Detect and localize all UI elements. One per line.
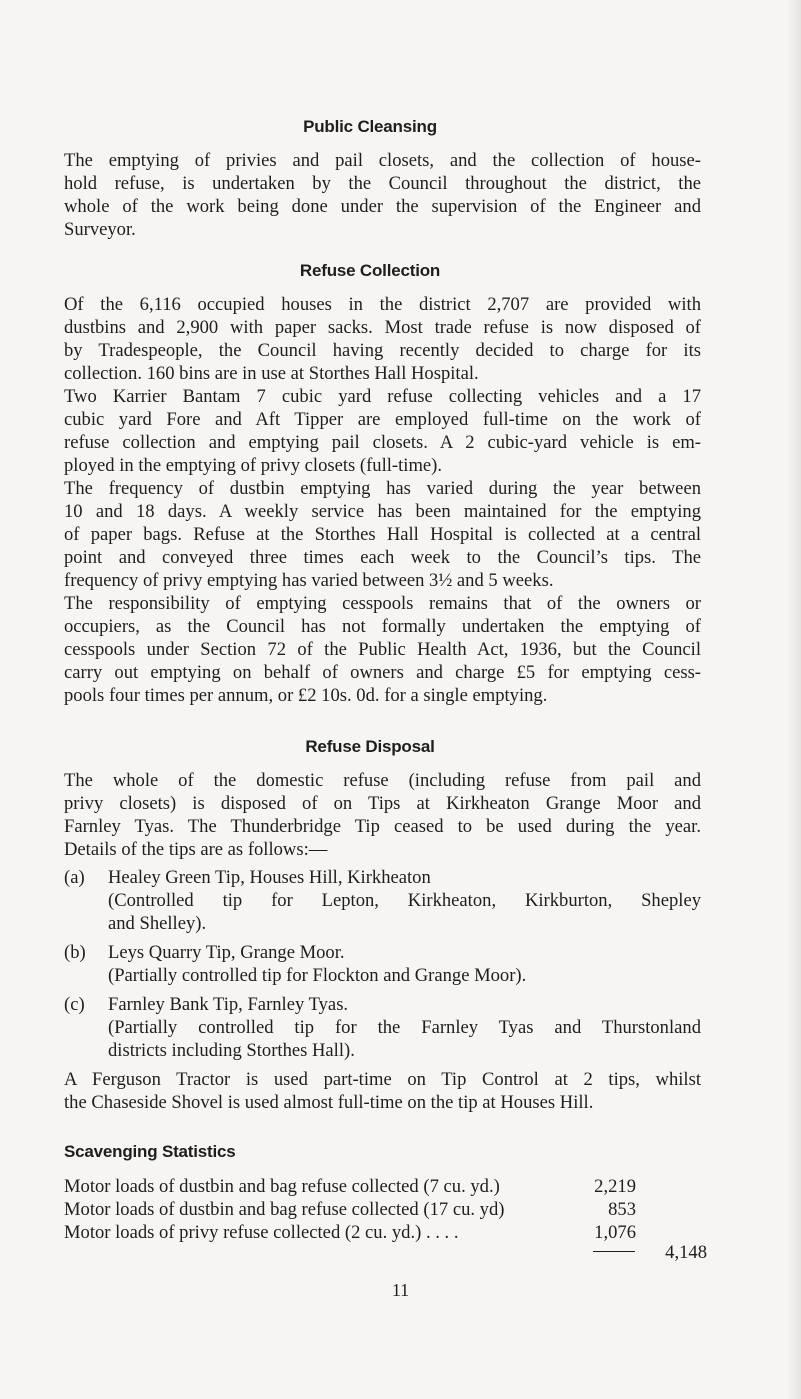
public-cleansing-paragraph [64, 149, 701, 241]
text-line: collection. 160 bins are in use at Storthes Hall Hospital. [64, 363, 479, 384]
text-line: Two Karrier Bantam 7 cubic yard refuse collecting vehicles and a 17 [64, 386, 701, 407]
text-line: Leys Quarry Tip, Grange Moor. [108, 942, 345, 963]
text-line: point and conveyed three times each week to the Council’s tips. The [64, 547, 701, 568]
stat-total-value: 4,148 [665, 1242, 707, 1263]
stat-row-value: 1,076 [594, 1222, 636, 1243]
text-line: cubic yard Fore and Aft Tipper are employed full-time on the work of [64, 409, 701, 430]
stat-row-label: Motor loads of privy refuse collected (2 cu. yd.) . . . . [64, 1222, 459, 1243]
text-line: pools four times per annum, or £2 10s. 0d. for a single emptying. [64, 685, 548, 706]
stat-row-label: Motor loads of dustbin and bag refuse collected (17 cu. yd) [64, 1199, 505, 1220]
text-line: cesspools under Section 72 of the Public Health Act, 1936, but the Council [64, 639, 701, 660]
scavenging-statistics-heading: Scavenging Statistics [64, 1142, 236, 1161]
item-label: (c) [64, 994, 85, 1015]
page-number: 11 [391, 1280, 410, 1300]
text-line: Details of the tips are as follows:— [64, 839, 328, 860]
text-line: The whole of the domestic refuse (including refuse from pail and [64, 770, 701, 791]
text-line: by Tradespeople, the Council having recently decided to charge for its [64, 340, 701, 361]
text-line: and Shelley). [108, 913, 207, 934]
public-cleansing-heading: Public Cleansing [303, 117, 437, 136]
text-line: A Ferguson Tractor is used part-time on Tip Control at 2 tips, whilst [64, 1069, 701, 1090]
text-line: hold refuse, is undertaken by the Council throughout the district, the [64, 173, 701, 194]
text-line: Farnley Tyas. The Thunderbridge Tip ceased to be used during the year. [64, 816, 701, 837]
text-line: districts including Storthes Hall). [108, 1040, 355, 1061]
text-line: 10 and 18 days. A weekly service has been maintained for the emptying [64, 501, 701, 522]
text-line: carry out emptying on behalf of owners and charge £5 for emptying cess- [64, 662, 701, 683]
refuse-disposal-intro [64, 769, 701, 861]
text-line: (Partially controlled tip for Flockton and Grange Moor). [108, 965, 527, 986]
text-line: privy closets) is disposed of on Tips at Kirkheaton Grange Moor and [64, 793, 701, 814]
item-label: (b) [64, 942, 86, 963]
text-line: of paper bags. Refuse at the Storthes Hall Hospital is collected at a central [64, 524, 701, 545]
text-line: (Controlled tip for Lepton, Kirkheaton, Kirkburton, Shepley [108, 890, 701, 911]
text-line: (Partially controlled tip for the Farnley Tyas and Thurstonland [108, 1017, 701, 1038]
text-line: The responsibility of emptying cesspools remains that of the owners or [64, 593, 701, 614]
text-line: the Chaseside Shovel is used almost full-time on the tip at Houses Hill. [64, 1092, 594, 1113]
text-line: frequency of privy emptying has varied between 3½ and 5 weeks. [64, 570, 554, 591]
text-line: whole of the work being done under the supervision of the Engineer and [64, 196, 701, 217]
refuse-collection-heading: Refuse Collection [299, 261, 441, 280]
item-label: (a) [64, 867, 85, 888]
refuse-collection-paragraph-1 [64, 293, 701, 385]
refuse-collection-paragraph-4 [64, 592, 701, 707]
text-line: Of the 6,116 occupied houses in the district 2,707 are provided with [64, 294, 701, 315]
refuse-disposal-heading: Refuse Disposal [305, 737, 435, 756]
text-line: The emptying of privies and pail closets, and the collection of house- [64, 150, 701, 171]
stat-row-value: 2,219 [594, 1176, 636, 1197]
refuse-collection-paragraph-3 [64, 477, 701, 592]
refuse-collection-paragraph-2 [64, 385, 701, 477]
stat-row-label: Motor loads of dustbin and bag refuse collected (7 cu. yd.) [64, 1176, 500, 1197]
text-line: dustbins and 2,900 with paper sacks. Most trade refuse is now disposed of [64, 317, 701, 338]
text-line: The frequency of dustbin emptying has varied during the year between [64, 478, 701, 499]
text-line: Farnley Bank Tip, Farnley Tyas. [108, 994, 349, 1015]
text-line: refuse collection and emptying pail closets. A 2 cubic-yard vehicle is em- [64, 432, 701, 453]
text-line: occupiers, as the Council has not formally undertaken the emptying of [64, 616, 701, 637]
stat-row-value: 853 [608, 1199, 636, 1220]
text-line: ployed in the emptying of privy closets (full-time). [64, 455, 442, 476]
page-edge-shadow [787, 0, 801, 1399]
text-line: Surveyor. [64, 219, 136, 240]
refuse-disposal-closing [64, 1068, 701, 1114]
text-line: Healey Green Tip, Houses Hill, Kirkheaton [108, 867, 431, 888]
